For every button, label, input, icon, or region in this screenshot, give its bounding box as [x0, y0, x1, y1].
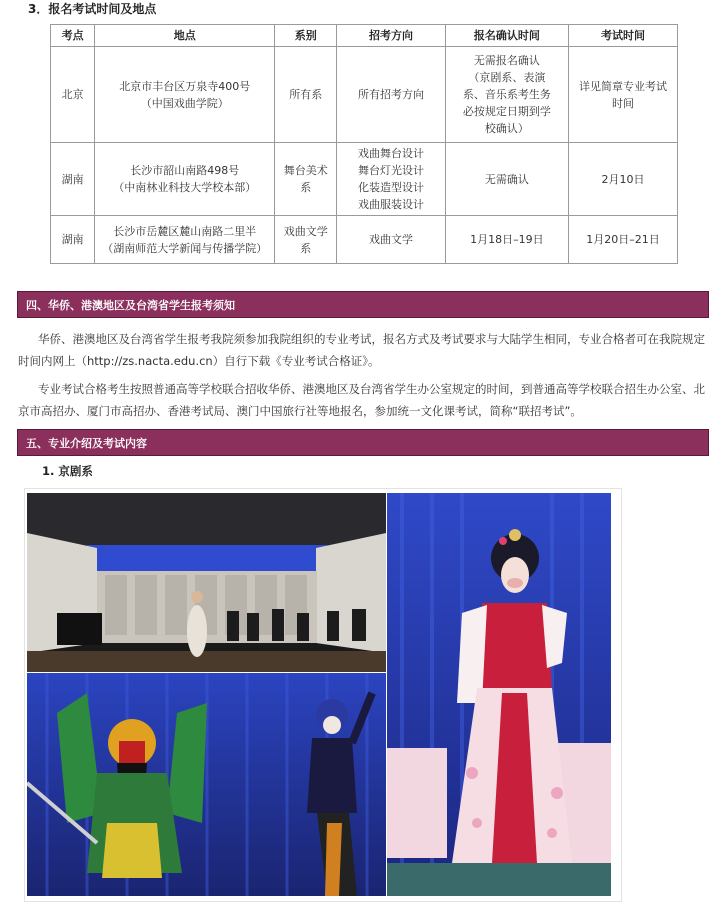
- opera-warriors-photo: [27, 673, 386, 896]
- confirm-line: 系、音乐系考生务: [462, 88, 551, 101]
- concert-performance-photo: [27, 493, 386, 672]
- header-confirm-time: 报名确认时间: [445, 25, 568, 47]
- header-department: 系别: [275, 25, 337, 47]
- cell-confirm: 无需确认: [445, 143, 568, 216]
- direction-line: 戏曲服装设计: [358, 198, 425, 211]
- opera-performer-photo: [387, 493, 611, 896]
- department-line: 舞台美术: [283, 164, 328, 177]
- exam-time-line: 时间: [612, 96, 635, 110]
- exam-time-line: 详见简章专业考试: [579, 79, 668, 93]
- cell-department: [275, 216, 337, 264]
- address-line: 北京市丰台区万泉寺400号: [119, 79, 251, 93]
- direction-line: 舞台灯光设计: [358, 164, 425, 177]
- direction-line: 戏曲舞台设计: [358, 147, 425, 160]
- cell-location: 湖南: [51, 216, 95, 264]
- section4-paragraph-2: 专业考试合格考生按照普通高等学校联合招收华侨、港澳地区及台湾省学生办公室规定的时间，到普通高等学校联合招生办公室、北京市高招办、厦门市高招办、香港考试局、澳门中国旅行社等地报名，参加统一文化课考试，简称“联招考试”。: [18, 382, 705, 418]
- department-line: 系: [300, 241, 312, 255]
- subsection-peking-opera: 1. 京剧系: [42, 464, 93, 478]
- department-line: 戏曲文学: [283, 224, 328, 238]
- section4-paragraph-1: 华侨、港澳地区及台湾省学生报考我院须参加我院组织的专业考试，报名方式及考试要求与大陆学生相同，专业合格者可在我院规定时间内网上（http://zs.nacta.edu.cn）自行下载《专业考试合格证》。: [18, 332, 705, 368]
- cell-exam-time: 2月10日: [569, 143, 678, 216]
- cell-confirm: [445, 47, 568, 143]
- cell-direction: [337, 143, 446, 216]
- direction-line: 化装造型设计: [358, 181, 425, 194]
- confirm-line: 校确认）: [484, 122, 529, 135]
- cell-direction: 所有招考方向: [337, 47, 446, 143]
- cell-address: [95, 47, 275, 143]
- cell-exam-time: [569, 47, 678, 143]
- cell-exam-time: 1月20日–21日: [569, 216, 678, 264]
- cell-location: 北京: [51, 47, 95, 143]
- table-header-row: [51, 25, 678, 47]
- confirm-line: 必按规定日期到学: [462, 105, 551, 118]
- header-direction: 招考方向: [337, 25, 446, 47]
- department-line: 系: [300, 181, 312, 194]
- address-line: 长沙市韶山南路498号: [130, 164, 240, 177]
- cell-department: [275, 143, 337, 216]
- exam-schedule-table: [50, 24, 678, 264]
- address-line: （湖南师范大学新闻与传播学院）: [102, 241, 268, 255]
- header-address: 地点: [95, 25, 275, 47]
- confirm-line: 无需报名确认: [473, 54, 540, 67]
- address-line: （中南林业科技大学校本部）: [113, 181, 257, 194]
- section4-header: 四、华侨、港澳地区及台湾省学生报考须知: [17, 291, 709, 318]
- table-row: [51, 143, 678, 216]
- cell-confirm: 1月18日–19日: [445, 216, 568, 264]
- cell-location: 湖南: [51, 143, 95, 216]
- cell-direction: 戏曲文学: [337, 216, 446, 264]
- address-line: 长沙市岳麓区麓山南路二里半: [113, 224, 257, 238]
- cell-address: [95, 216, 275, 264]
- cell-department: 所有系: [275, 47, 337, 143]
- header-exam-time: 考试时间: [569, 25, 678, 47]
- confirm-line: （京剧系、表演: [468, 71, 546, 84]
- header-location: 考点: [51, 25, 95, 47]
- section3-title: 3．报名考试时间及地点: [28, 2, 157, 16]
- address-line: （中国戏曲学院）: [140, 96, 229, 110]
- table-row: [51, 47, 678, 143]
- section5-header: 五、专业介绍及考试内容: [17, 429, 709, 456]
- cell-address: [95, 143, 275, 216]
- table-row: [51, 216, 678, 264]
